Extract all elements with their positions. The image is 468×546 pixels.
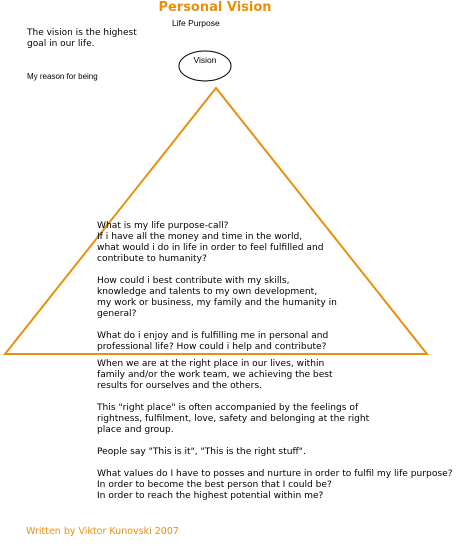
paragraph-values: What values do I have to posses and nurture in order to fulfil my life purpose? In order to become the best person that I could be? In order to reach the highest potential within me?	[97, 469, 453, 501]
paragraph-contribute: How could i best contribute with my skills, knowledge and talents to my own development, my work or business, my family and the humanity in general?	[97, 276, 337, 319]
vision-statement: The vision is the highest goal in our life.	[27, 28, 137, 49]
author-footer: Written by Viktor Kunovski 2007	[26, 526, 179, 537]
page-title: Personal Vision	[158, 0, 272, 15]
paragraph-right-place: When we are at the right place in our lives, within family and/or the work team, we achieving the best results for ourselves and the others.	[97, 359, 333, 391]
paragraph-feelings: This "right place" is often accompanied by the feelings of rightness, fulfilment, love, safety and belonging at the right place and group.	[97, 403, 370, 435]
paragraph-people-say: People say "This is it", "This is the right stuff".	[97, 447, 306, 457]
subtitle: Life Purpose	[172, 18, 220, 28]
reason-text: My reason for being	[27, 72, 98, 81]
paragraph-life-purpose: What is my life purpose-call? If i have all the money and time in the world, what would i do in life in order to feel fulfilled and contribute to humanity?	[97, 221, 324, 264]
paragraph-enjoy: What do i enjoy and is fulfilling me in personal and professional life? How could i help and contribute?	[97, 331, 329, 352]
vision-label: Vision	[193, 55, 217, 65]
